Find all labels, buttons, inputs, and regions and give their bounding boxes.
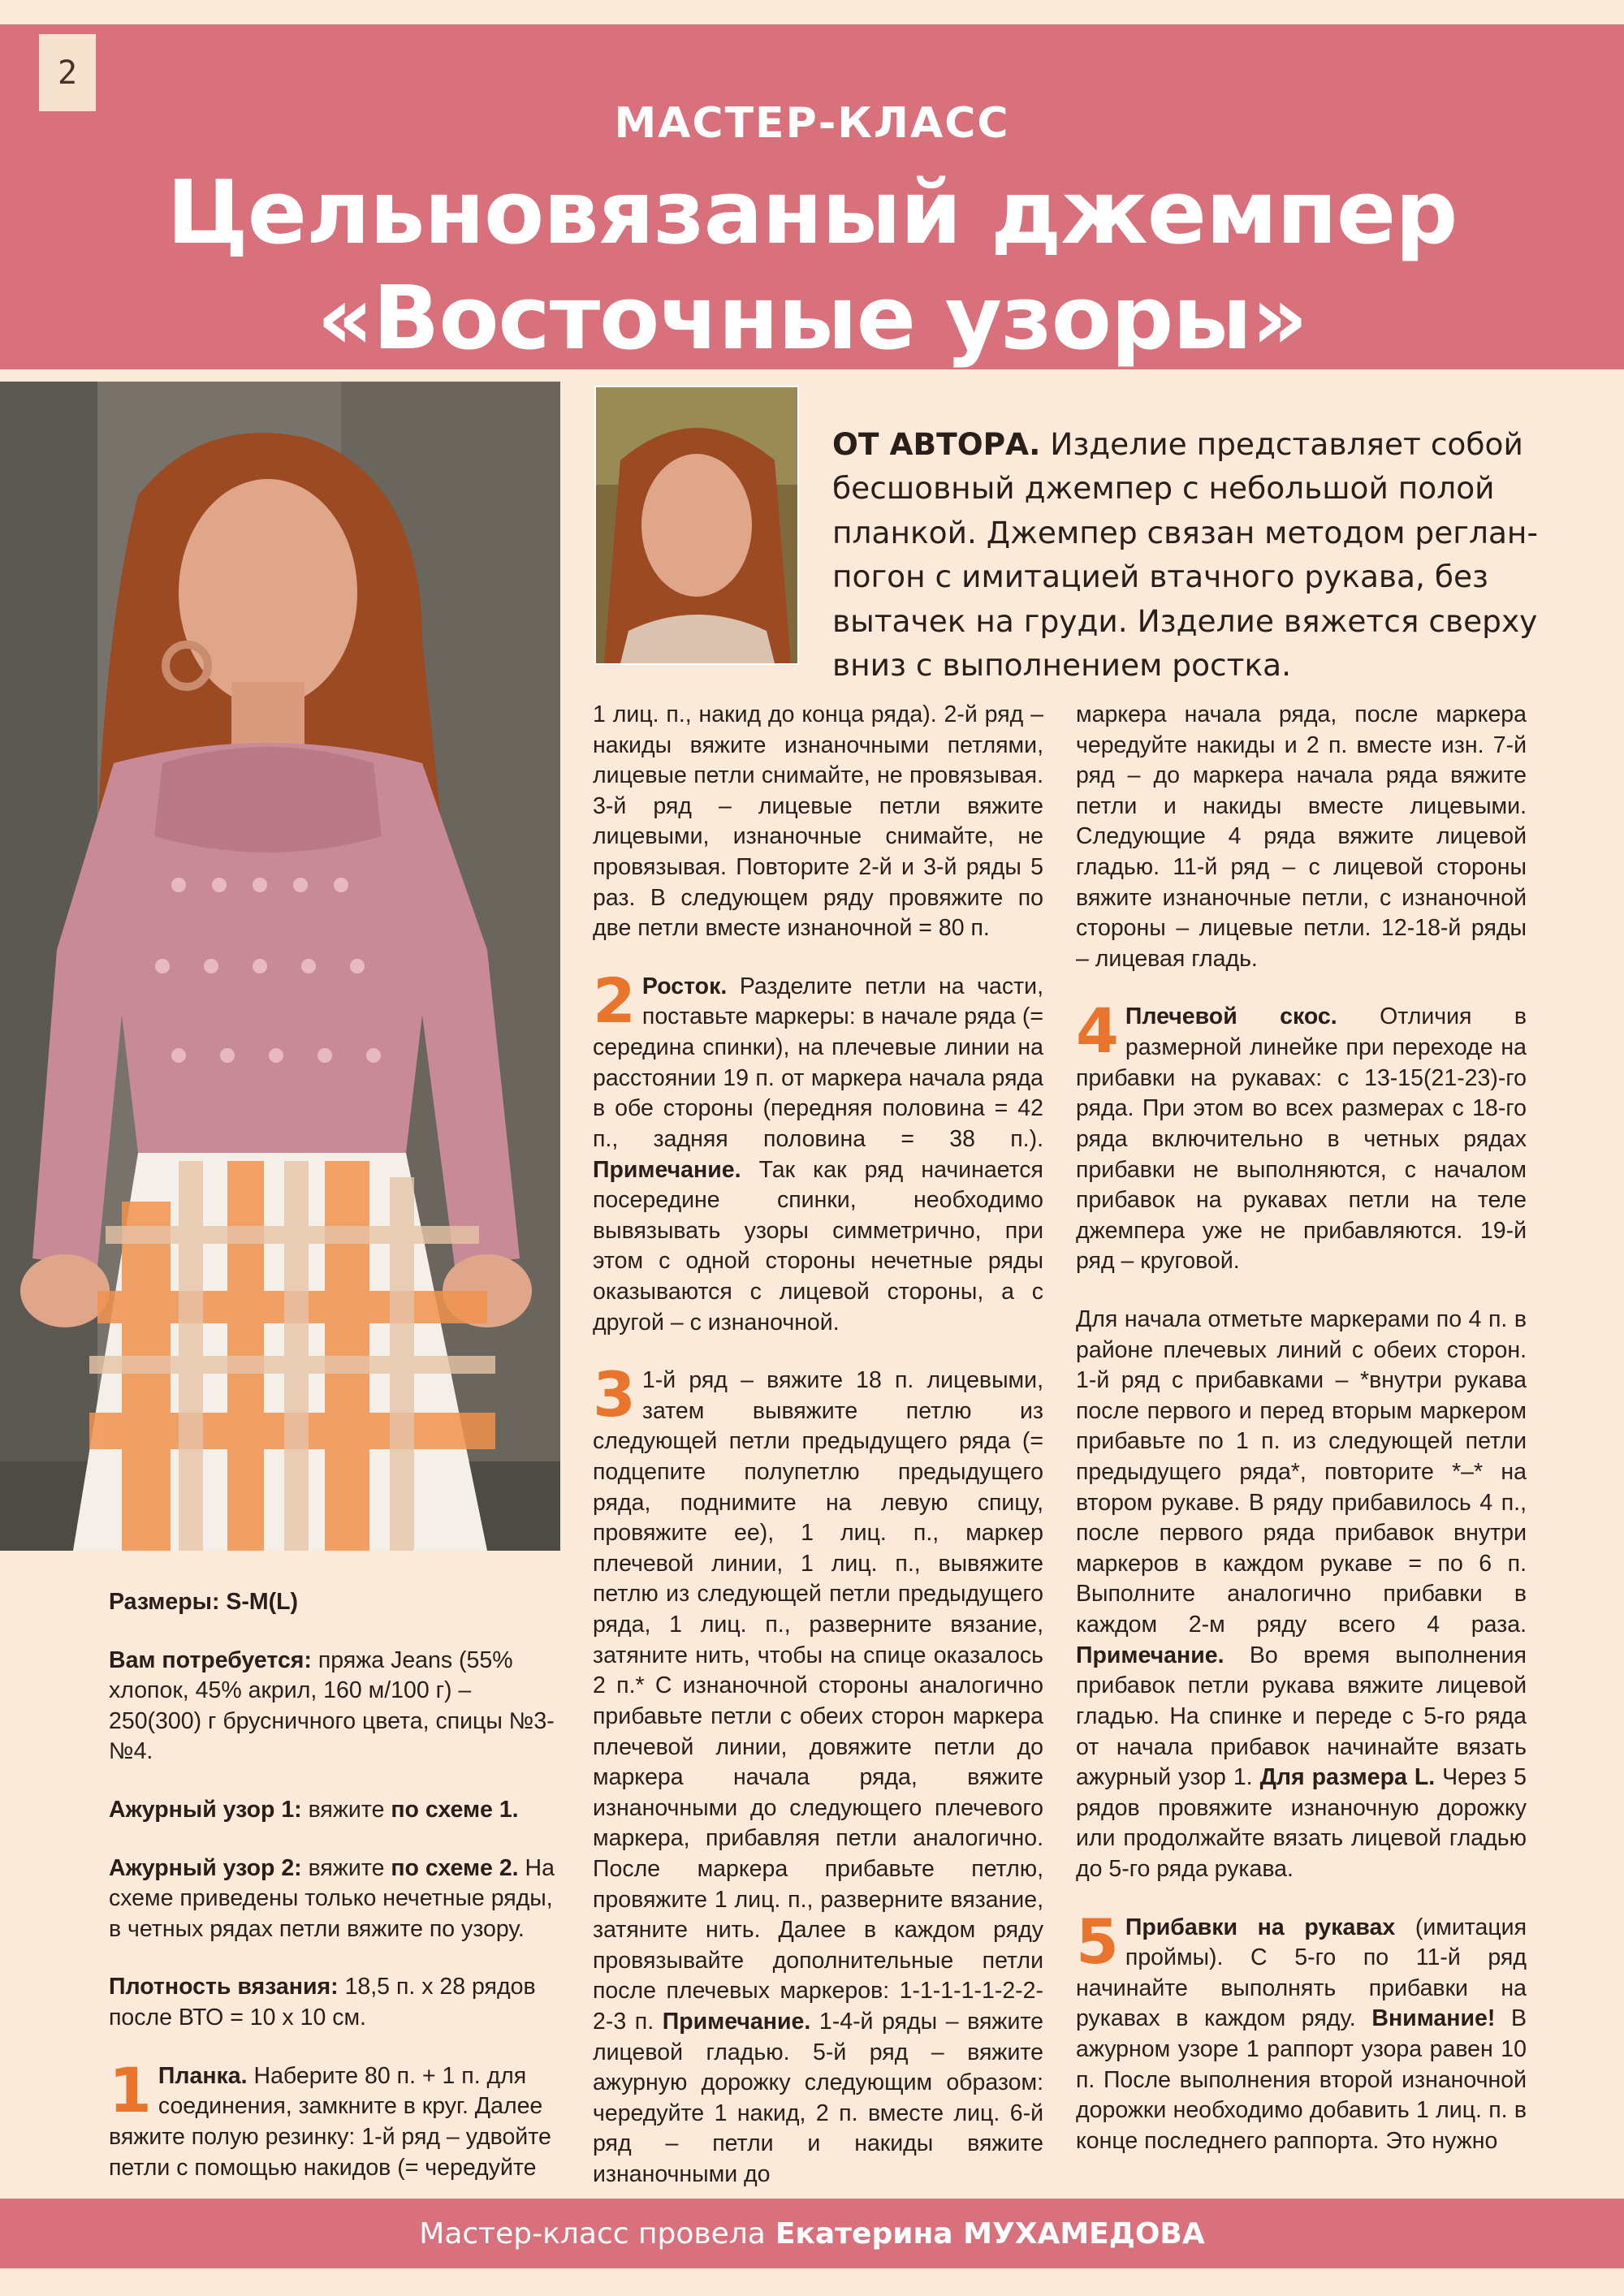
column3-paragraph-2: Для начала отметьте маркерами по 4 п. в районе плечевых линий с обеих сторон. 1-й ряд с прибавками – *внутри рукава после первого и перед вторым маркером прибавьте по 1 п. из следующей петли предыдущего ряда*, повторите *–* на втором рукаве. В ряду прибавилось 4 п., после первого ряда прибавок внутри маркеров в каждом рукаве = по 6 п. Выполните аналогично прибавки в каждом 2-м ряду всего 4 раза.	[1076, 1306, 1527, 1638]
step2-note: Так как ряд начинается посередине спинки, необходимо вывязывать узоры симметрично, при этом с одной стороны нечетные ряды оказываются с лицевой стороны, а с другой – с изнаночной.	[593, 1156, 1043, 1336]
step2-note-label: Примечание.	[593, 1156, 741, 1183]
header-banner	[0, 24, 1624, 369]
step1-label: Планка.	[158, 2062, 248, 2089]
need-label: Вам потребуется:	[109, 1646, 312, 1673]
author-portrait	[594, 386, 799, 665]
sizes-label: Размеры: S-M(L)	[109, 1589, 299, 1615]
step5-text: (имитация проймы). С 5-го по 11-й ряд начинайте выполнять прибавки на рукавах в каждом ряду.	[1076, 1914, 1527, 2032]
column2-paragraph: 1 лиц. п., накид до конца ряда). 2-й ряд – накиды вяжите изнаночными петлями, лицевые петли снимайте, не провязывая. 3-й ряд – лицевые петли вяжите лицевыми, изнаночные снимайте, не провязывая. Повторите 2-й и 3-й ряды 5 раз. В следующем ряду провяжите по две петли вместе изнаночной = 80 п.	[593, 701, 1043, 942]
density-text: 18,5 п. х 28 рядов после ВТО = 10 х 10 см.	[109, 1974, 536, 2031]
pattern2-bold: по схеме 2.	[391, 1854, 519, 1881]
step3-note-label: Примечание.	[662, 2008, 811, 2035]
step1-number: 1	[109, 2053, 152, 2126]
step5-number: 5	[1076, 1905, 1119, 1978]
step3-number: 3	[593, 1358, 636, 1431]
author-intro-text: Изделие представляет собой бесшовный джемпер с небольшой полой планкой. Джемпер связан методом реглан-погон с имитацией втачного рукава, без вытачек на груди. Изделие вяжется сверху вниз с выполнением ростка.	[832, 426, 1538, 683]
author-portrait-illustration	[596, 387, 797, 663]
footer-credit	[0, 2199, 1624, 2268]
step5-attention-label: Внимание!	[1371, 2005, 1496, 2032]
step2-number: 2	[593, 964, 636, 1037]
author-intro	[832, 422, 1563, 687]
step1-text: Наберите 80 п. + 1 п. для соединения, замкните в круг. Далее вяжите полую резинку: 1-й ряд – удвойте петли с помощью накидов (= чередуйте	[109, 2062, 551, 2181]
column-3	[1076, 700, 1527, 2184]
pattern1-text: вяжите	[308, 1797, 385, 1823]
column3-paragraph-1: маркера начала ряда, после маркера чередуйте накиды и 2 п. вместе изн. 7-й ряд – до маркера начала ряда вяжите петли и накиды вместе лицевыми. Следующие 4 ряда вяжите лицевой гладью. 11-й ряд – с лицевой стороны вяжите изнаночные петли, с изнаночной стороны – лицевые петли. 12-18-й ряды – лицевая гладь.	[1076, 701, 1527, 972]
page-title-line1: Цельновязаный джемпер	[166, 162, 1458, 264]
step5-attention: В ажурном узоре 1 раппорт узора равен 10 п. После выполнения второй изнаночной дорожки необходимо добавить 1 лиц. п. в конце последнего раппорта. Это нужно	[1076, 2005, 1527, 2154]
main-photo	[0, 382, 560, 1551]
step2-label: Росток.	[641, 973, 728, 999]
p2-note-label: Примечание.	[1076, 1642, 1224, 1668]
column-1	[109, 1587, 559, 2211]
kicker: МАСТЕР-КЛАСС	[614, 99, 1010, 148]
main-photo-illustration	[0, 382, 560, 1551]
pattern2-text-b: На схеме приведены только нечетные ряды, в четных рядах петли вяжите по узору.	[109, 1854, 555, 1942]
step3-text: 1-й ряд – вяжите 18 п. лицевыми, затем вывяжите петлю из следующей петли предыдущего ряда (= подцепите полупетлю предыдущего ряда, поднимите на левую спицу, провяжите ее), 1 лиц. п., маркер плечевой линии, 1 лиц. п., вывяжите петлю из следующей петли предыдущего ряда, 1 лиц. п., разверните вязание, затяните нить, чтобы на спице оказалось 2 п.* С изнаночной стороны аналогично прибавьте петли с обеих сторон маркера плечевой линии, довяжите петли до маркера начала ряда, вяжите изнаночными до следующего плечевого маркера, прибавляя петли аналогично. После маркера прибавьте петлю, провяжите 1 лиц. п., разверните вязание, затяните нить. Далее в каждом ряду провязывайте дополнительные петли после плечевых маркеров: 1-1-1-1-1-2-2-2-3 п.	[593, 1367, 1043, 2035]
step2-text: Разделите петли на части, поставьте маркеры: в начале ряда (= середина спинки), на плечевые линии на расстоянии 19 п. от маркера начала ряда в обе стороны (передняя половина = 42 п., задняя половина = 38 п.).	[593, 973, 1043, 1152]
page-number: 2	[39, 34, 96, 111]
p2-note: Во время выполнения прибавок петли рукава вяжите лицевой гладью. На спинке и переде с 5-го ряда от начала прибавок начинайте вязать ажурный узор 1.	[1076, 1642, 1527, 1791]
step3-note: 1-4-й ряды – вяжите лицевой гладью. 5-й ряд – вяжите ажурную дорожку следующим образом: чередуйте 1 накид, 2 п. вместе лиц. 6-й ряд – петли и накиды вяжите изнаночными до	[593, 2008, 1043, 2188]
footer-author-name: Екатерина МУХАМЕДОВА	[775, 2216, 1205, 2251]
pattern1-label: Ажурный узор 1:	[109, 1797, 302, 1823]
pattern1-bold: по схеме 1.	[391, 1797, 519, 1823]
column-2	[593, 700, 1043, 2218]
p2-size-label: Для размера L.	[1259, 1764, 1436, 1791]
need-text: пряжа Jeans (55% хлопок, 45% акрил, 160 м/100 г) – 250(300) г брусничного цвета, спицы №3-№4.	[109, 1646, 555, 1765]
footer-prefix: Мастер-класс провела	[419, 2216, 766, 2251]
step4-label: Плечевой скос.	[1125, 1003, 1337, 1030]
p2-size-text: Через 5 рядов провяжите изнаночную дорожку или продолжайте вязать лицевой гладью до 5-го ряда рукава.	[1076, 1764, 1527, 1882]
density-label: Плотность вязания:	[109, 1974, 339, 2000]
step4-number: 4	[1076, 995, 1119, 1068]
page-title-line2: «Восточные узоры»	[317, 268, 1307, 369]
step4-text: Отличия в размерной линейке при переходе на прибавки на рукавах: с 13-15(21-23)-го ряда. При этом во всех размерах с 18-го ряда включительно в четных рядах прибавки не выполняются, с началом прибавок на рукавах петли на теле джемпера уже не прибавляются. 19-й ряд – круговой.	[1076, 1003, 1527, 1275]
pattern2-text-a: вяжите	[308, 1854, 385, 1881]
author-intro-lead: ОТ АВТОРА.	[832, 426, 1041, 462]
pattern2-label: Ажурный узор 2:	[109, 1854, 302, 1881]
step5-label: Прибавки на рукавах	[1125, 1914, 1396, 1940]
